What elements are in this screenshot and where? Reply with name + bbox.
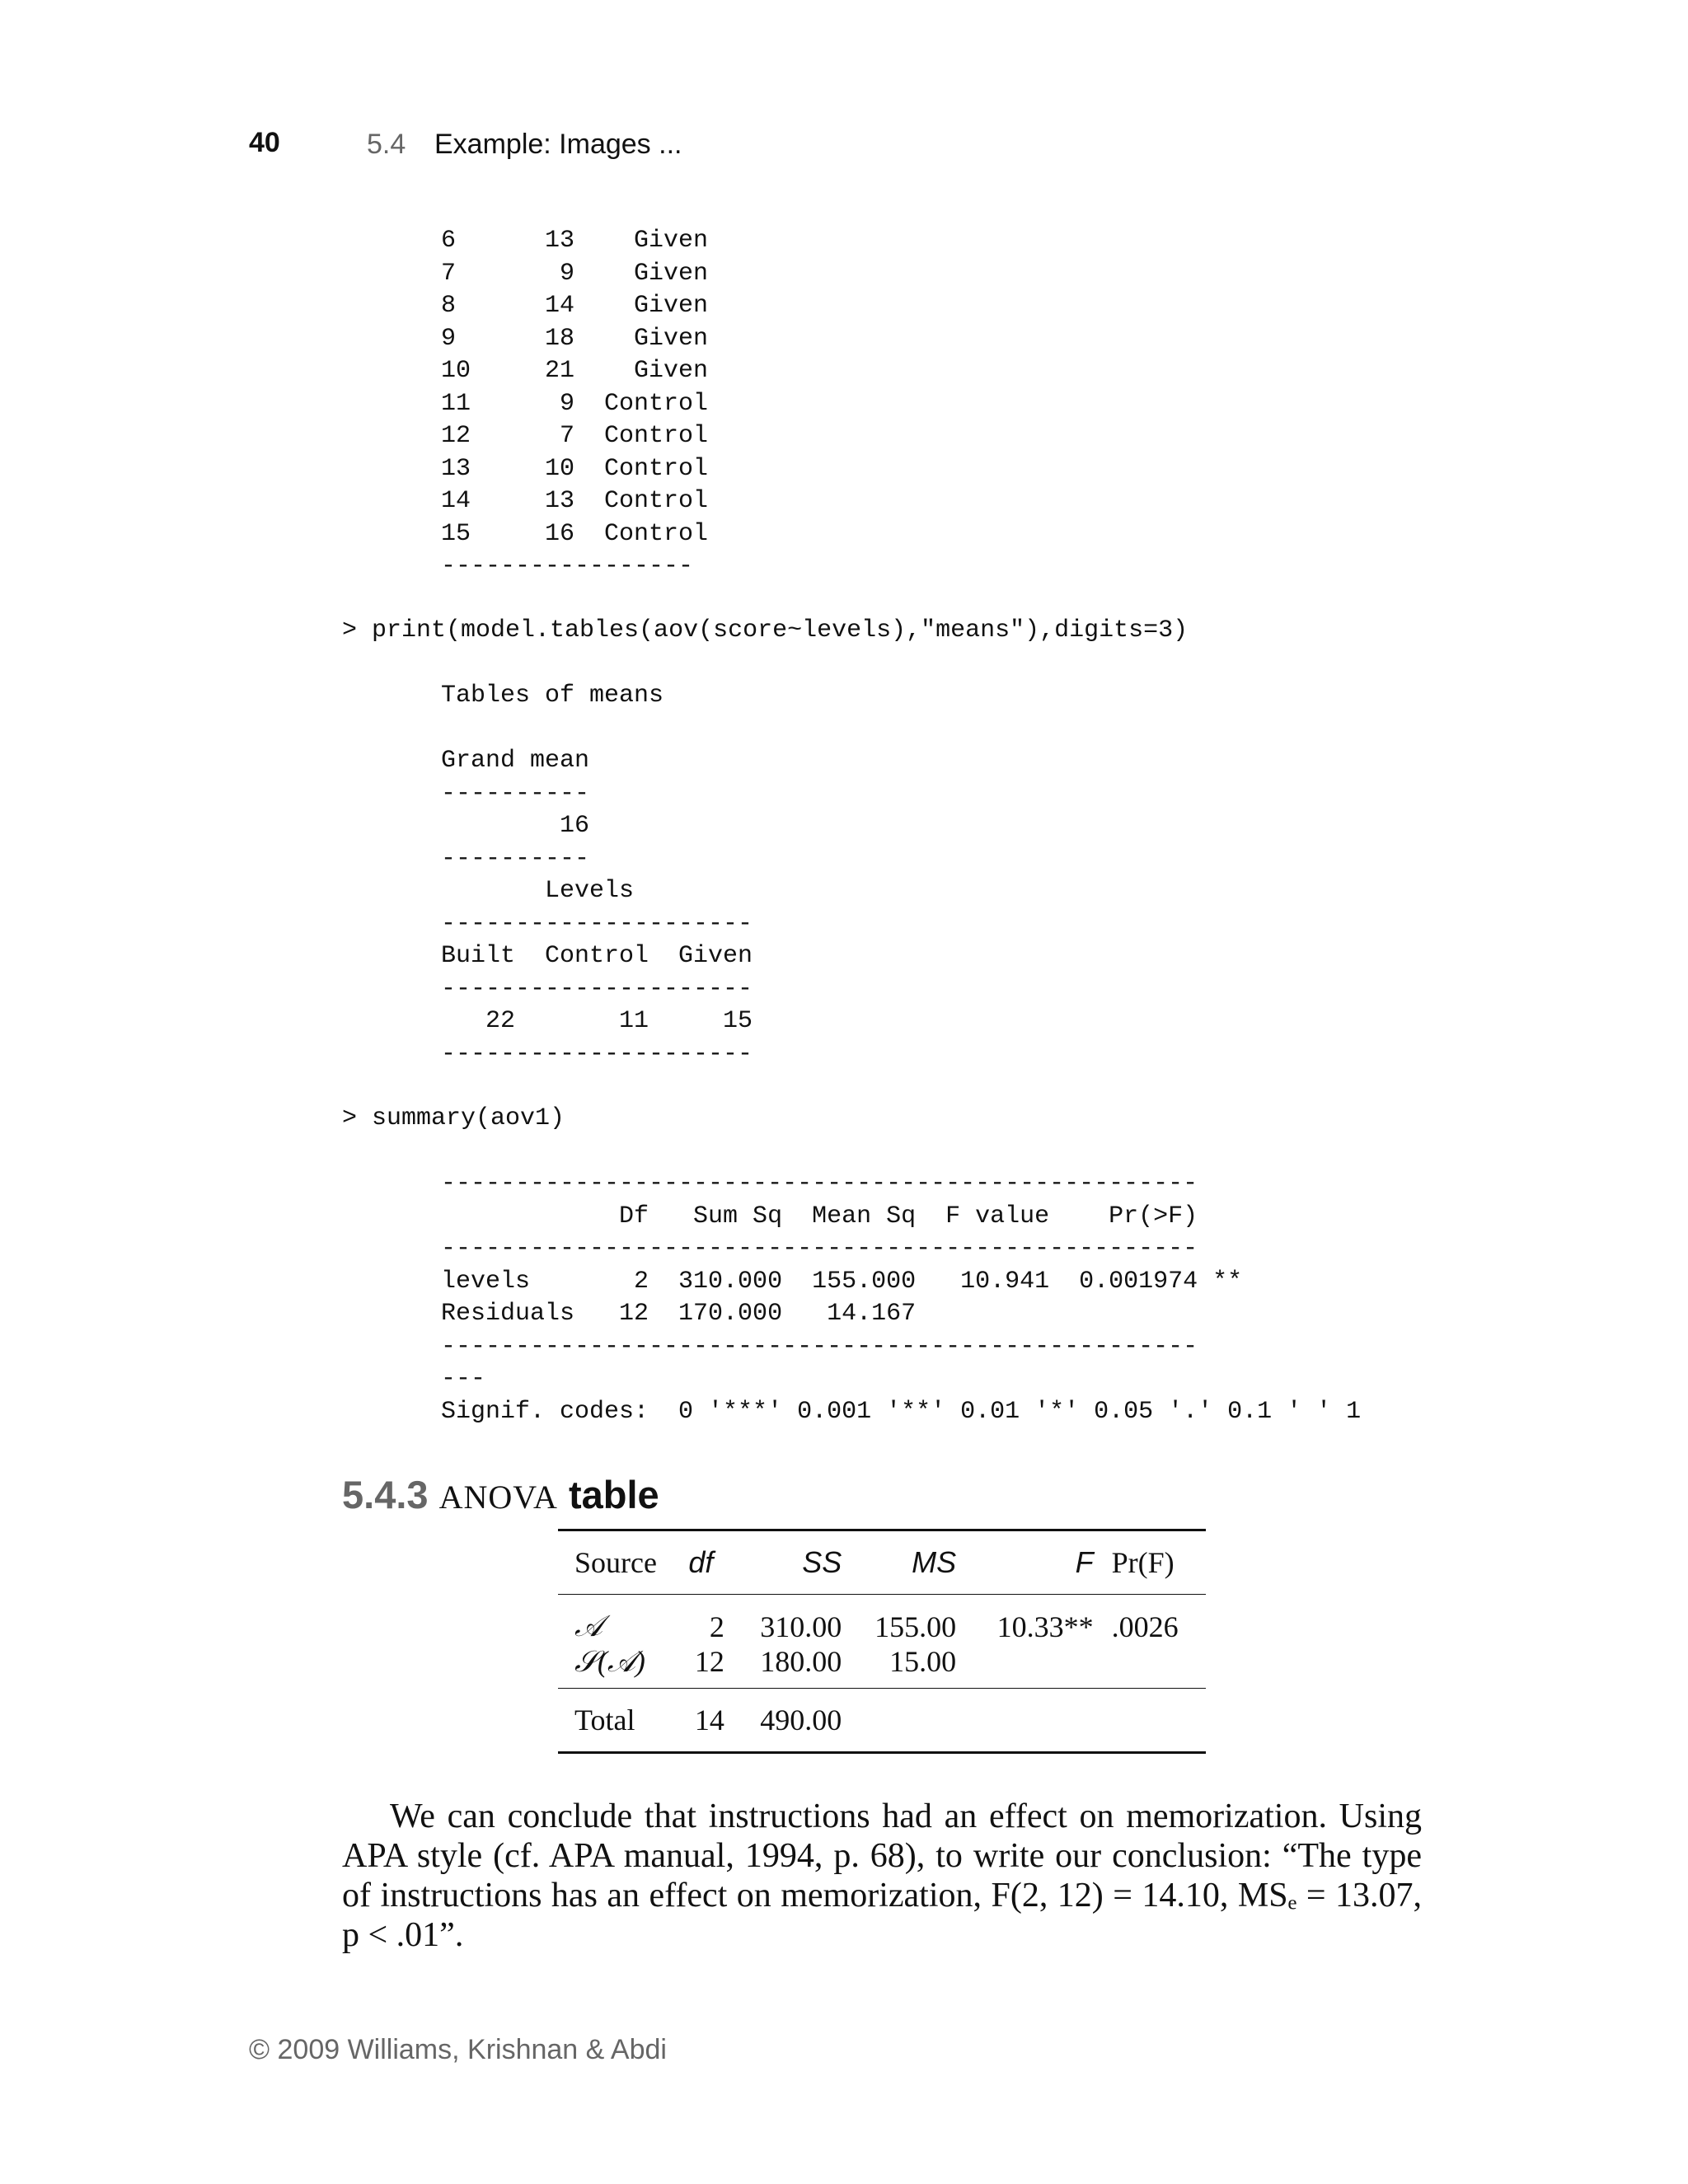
table-bottom-rule <box>558 1753 1206 1755</box>
header-df: df <box>688 1545 714 1579</box>
running-section-number: 5.4 <box>367 129 406 160</box>
summary-command: > summary(aov1) <box>342 1104 565 1132</box>
section-number: 5.4.3 <box>342 1473 429 1516</box>
section-table-word: table <box>568 1473 659 1516</box>
ss-a: 310.00 <box>760 1610 842 1643</box>
f-s-a <box>966 1644 1112 1689</box>
ss-s-a: 180.00 <box>760 1644 842 1678</box>
source-total: Total <box>574 1704 635 1736</box>
total-row <box>558 1689 1206 1753</box>
means-output: Tables of means Grand mean ---------- 16 ---------- Levels --------------------- Built Control Given --------------------- 22 11 15 --------------------- <box>441 682 753 1068</box>
df-s-a: 12 <box>694 1644 724 1678</box>
header-ss: SS <box>802 1545 842 1579</box>
source-a: 𝒜 <box>574 1609 603 1643</box>
header-pr: Pr(F) <box>1111 1546 1175 1579</box>
section-heading <box>342 1472 659 1517</box>
page-number: 40 <box>249 127 280 158</box>
df-total: 14 <box>694 1704 724 1736</box>
pr-s-a <box>1112 1644 1206 1689</box>
header-ms: MS <box>912 1545 957 1579</box>
header-source: Source <box>574 1546 657 1579</box>
anova-table <box>558 1529 1206 1754</box>
copyright-footer: © 2009 Williams, Krishnan & Abdi <box>249 2034 667 2065</box>
ss-total: 490.00 <box>760 1704 842 1736</box>
source-s-a: 𝒮(𝒜) <box>574 1644 645 1678</box>
running-section-title: Example: Images ... <box>434 129 682 160</box>
f-a: 10.33** <box>996 1610 1094 1643</box>
conclusion-text: We can conclude that instructions had an effect on memorization. Using APA style (cf. APA manual, 1994, p. 68), to write our conclusion: “The type of instructions has an effect on memorization, F(2, 12) = 14.10, MSₑ = 13.07, p < .01”. <box>342 1797 1422 1954</box>
anova-header-row <box>558 1530 1206 1595</box>
header-f: F <box>1075 1545 1094 1579</box>
data-listing: 6 13 Given 7 9 Given 8 14 Given 9 18 Given 10 21 Given 11 9 Control 12 7 Control 13 10 Control 14 13 Control 15 16 Control ----------------- <box>441 227 709 580</box>
print-command: > print(model.tables(aov(score~levels),"means"),digits=3) <box>342 616 1189 644</box>
table-row <box>558 1595 1206 1644</box>
section-anova-word: ANOVA <box>438 1479 558 1516</box>
table-row <box>558 1644 1206 1689</box>
ms-s-a: 15.00 <box>889 1644 957 1678</box>
ms-a: 155.00 <box>874 1610 957 1643</box>
f-total <box>966 1689 1112 1753</box>
pr-total <box>1112 1689 1206 1753</box>
summary-output: --------------------------------------------------- Df Sum Sq Mean Sq F value Pr(>F) --------------------------------------------------- levels 2 310.000 155.000 10.941 0.001974 ** Residuals 12 170.000 14.167 --------------------------------------------------- --- Signif. codes: 0 '***' 0.001 '**' 0.01 '*' 0.05 '.' 0.1 ' ' 1 <box>441 1169 1362 1426</box>
ms-total <box>850 1689 966 1753</box>
df-a: 2 <box>709 1610 724 1643</box>
conclusion-paragraph <box>342 1797 1422 1955</box>
pr-a: .0026 <box>1111 1610 1179 1643</box>
